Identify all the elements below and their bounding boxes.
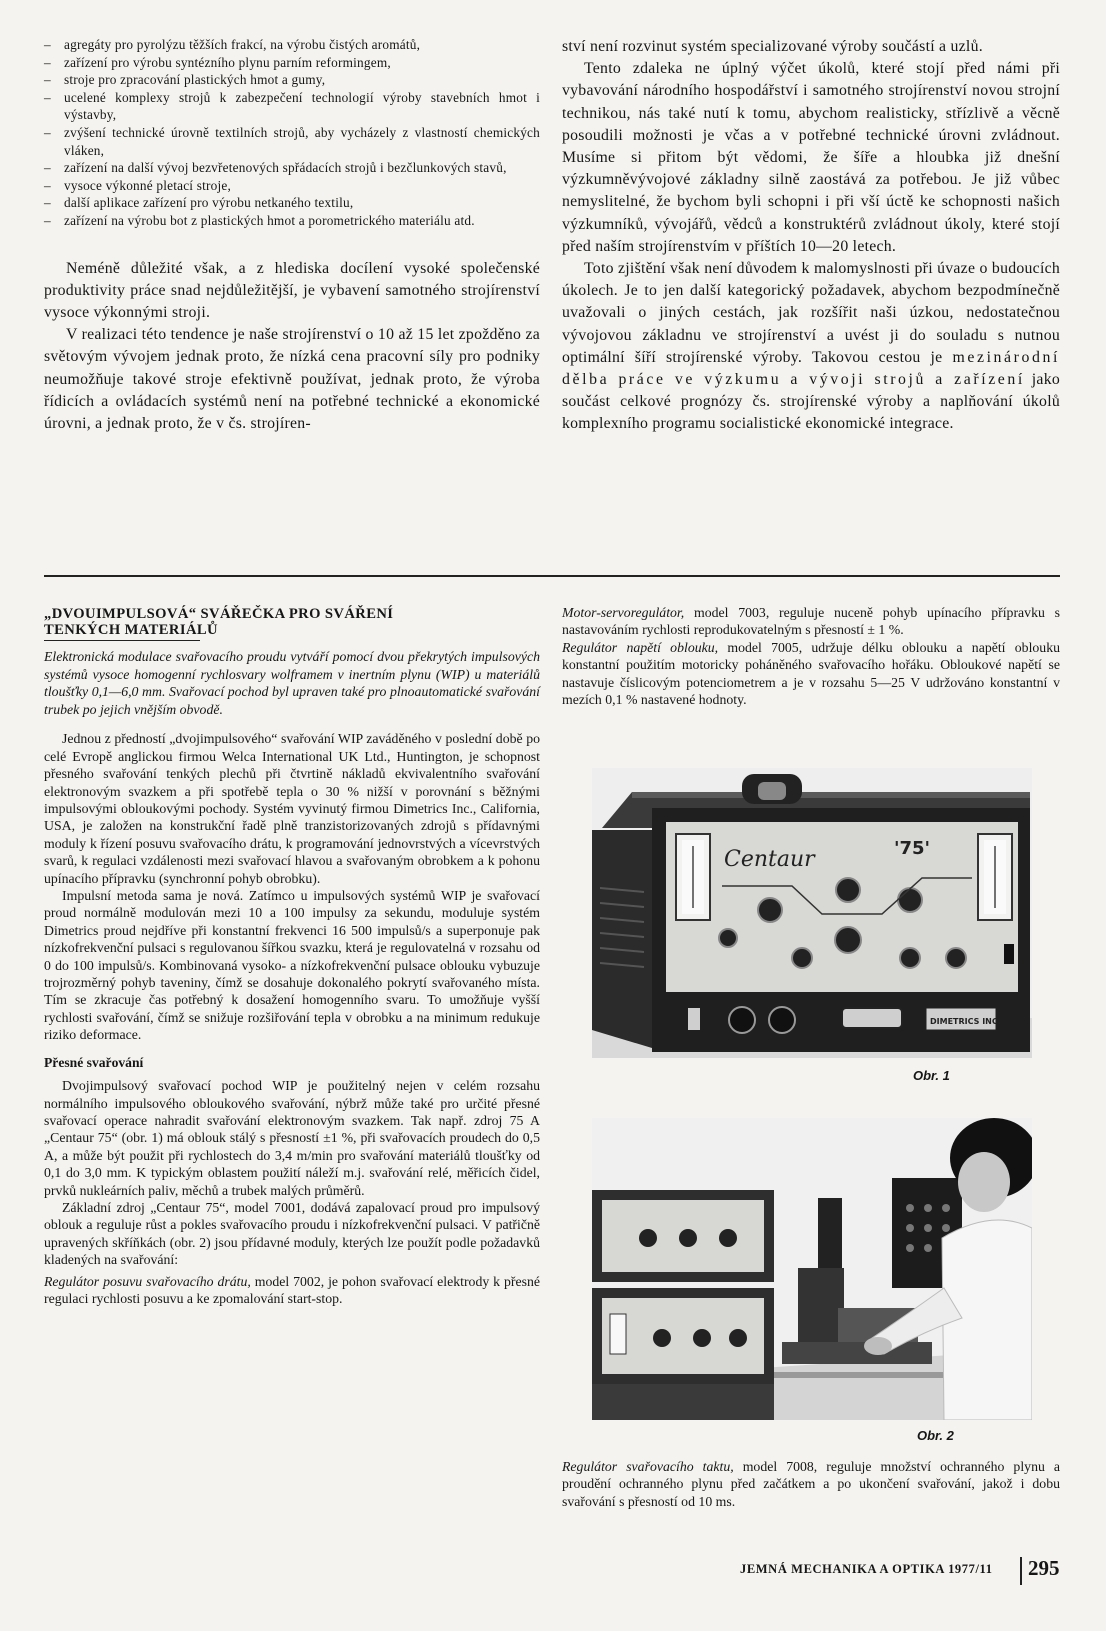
device-model-label: '75': [894, 838, 931, 859]
text-run: jako součást celkové prognózy čs. strojírenské výroby a naplňování úkolů komplexního programu socialistické ekonomické integrace.: [562, 371, 1060, 433]
list-item: – vysoce výkonné pletací stroje,: [44, 177, 540, 195]
top-left-column: [44, 36, 540, 435]
title-underline: [44, 640, 200, 641]
top-left-text: [44, 258, 540, 436]
module-text: model 7003, reguluje nuceně pohyb upínacího přípravku s nastavováním rychlosti reprodukovatelným s přesností ± 1 %.: [562, 605, 1060, 638]
list-item: – zařízení na výrobu bot z plastických hmot a porometrického materiálu atd.: [44, 212, 540, 230]
requirements-list: [44, 36, 540, 230]
list-item: – stroje pro zpracování plastických hmot a gumy,: [44, 71, 540, 89]
title-line: „DVOUIMPULSOVÁ“ SVÁŘEČKA PRO SVÁŘENÍ: [44, 606, 394, 622]
article-title: [44, 606, 540, 638]
module-item: [562, 1458, 1060, 1510]
paragraph: Jednou z předností „dvojimpulsového“ svařování WIP zaváděného v poslední době po celé Evropě anglickou firmou Welca International UK Ltd., Huntington, je schopnost přesného svařování tenkých plechů při čtvrtině nákladů ekvivalentního svařování elektronovým svazkem a při spotřebě tepla o 30 % nižší v porovnání s běžnými impulsovými obloukovými pochody. Systém vyvinutý firmou Dimetrics Inc., California, USA, je založen na konstrukční řadě plně tranzistorizovaných zdrojů s přídavnými moduly k řízení posuvu svařovacího drátu, k programování jednovrstvých a vícevrstvých svarů, k regulaci vzdálenosti mezi svařovací hlavou a svařovaným obrobkem a k pohonu upínacího přípravku (synchronní pohyb obrobku).: [44, 731, 540, 886]
article-right-column: [562, 604, 1060, 708]
list-item: – ucelené komplexy strojů k zabezpečení technologií výroby stavebních hmot i výstavby,: [44, 89, 540, 124]
article-right-bottom: [562, 1458, 1060, 1510]
module-title: Regulátor napětí oblouku,: [562, 639, 719, 655]
list-item: – zařízení pro výrobu syntézního plynu parním reformingem,: [44, 54, 540, 72]
article-left-column: [44, 606, 540, 1307]
module-text: model 7002, je pohon svařovací elektrody k přesné regulaci rychlosti posuvu a ke zpomalování start-stop.: [44, 1273, 540, 1306]
paragraph: V realizaci této tendence je naše strojírenství o 10 až 15 let zpožděno za světovým vývojem jednak proto, že nízká cena pracovní síly pro podniky neumožňuje takové stroje efektivně používat, jednak proto, že výroba řídicích a ovládacích systémů není na potřebné technické a ekonomické úrovni, a jednak proto, že v čs. strojíren-: [44, 326, 540, 432]
module-text: model 7005, udržuje délku oblouku a napětí oblouku konstantní použitím motoricky poháněného svařovacího hořáku. Obloukové napětí se nastavuje číslicovým potenciometrem a je v rozsahu 5—25 V udržováno konstantní v mezích 0,1 % nastavené hodnoty.: [562, 639, 1060, 708]
list-item: – zvýšení technické úrovně textilních strojů, aby vycházely z vlastností chemických vláken,: [44, 124, 540, 159]
paragraph: ství není rozvinut systém specializované výroby součástí a uzlů.: [562, 38, 983, 55]
section-divider: [44, 575, 1060, 577]
paragraph: Tento zdaleka ne úplný výčet úkolů, které stojí před námi při vybavování národního hospodářství i samotného strojírenství novou strojní technikou, nás také nutí k tomu, abychom realisticky, střízlivě a věcně posoudili možnosti je včas a v potřebné technické úrovni zvládnout. Musíme si přitom být vědomi, že šíře a hloubka již dnešní výzkumněvývojové základny silně zaostává za potřebou. Je již vůbec nemyslitelné, že bychom byli schopni i při vší úctě ke schopnosti našich výzkumníků, vývojářů, vědců a konstruktérů zvládnout úkoly, které stojí před naším strojírenstvím v příštích 10—20 letech.: [562, 60, 1060, 255]
list-item: – agregáty pro pyrolýzu těžších frakcí, na výrobu čistých aromátů,: [44, 36, 540, 54]
module-title: Regulátor svařovacího taktu,: [562, 1459, 734, 1474]
paragraph: [562, 258, 1060, 436]
journal-footer: [740, 1562, 993, 1577]
module-item: [562, 639, 1060, 709]
article-body: [44, 730, 540, 1307]
top-right-column: [562, 36, 1060, 436]
device-maker-label: DIMETRICS INC.: [930, 1017, 1001, 1026]
paragraph: Základní zdroj „Centaur 75“, model 7001, dodává zapalovací proud pro impulsový oblouk a reguluje růst a pokles svařovacího proudu i nízkofrekvenční pulsaci. V patřičně upravených skříňkách (obr. 2) jsou přídavné moduly, kterých lze použít podle požadavků kladených na svařování:: [44, 1199, 540, 1268]
footer-divider: [1020, 1557, 1022, 1585]
list-item: – další aplikace zařízení pro výrobu netkaného textilu,: [44, 194, 540, 212]
device-brand-label: Centaur: [724, 847, 815, 872]
figure-1-caption: Obr. 1: [913, 1068, 950, 1083]
module-title: Motor-servoregulátor,: [562, 605, 685, 620]
module-text: model 7008, reguluje množství ochranného plynu a proudění ochranného plynu před začátkem a po ukončení svařování, jakož i dobu svařování s přesností od 10 ms.: [562, 1459, 1060, 1509]
title-line: TENKÝCH MATERIÁLŮ: [44, 622, 218, 638]
paragraph: Neméně důležité však, a z hlediska docílení vysoké společenské produktivity práce snad nejdůležitější, je vybavení samotného strojírenství vysoce výkonnými stroji.: [44, 259, 540, 321]
paragraph: Impulsní metoda sama je nová. Zatímco u impulsových systémů WIP je svařovací proud normálně modulován mezi 10 a 100 impulsy za sekundu, moduluje systém Dimetrics proud nejdříve při konstantní frekvenci 16 500 impulsů/s a superponuje pak nízkofrekvenční pulsaci s regulovanou šířkou svazku, která je regulovatelná v rozsahu od 0 do 100 impulsů/s. Kombinovaná vysoko- a nízkofrekvenční pulsace oblouku vybuzuje trojrozměrný pohyb taveniny, čímž se dosahuje dokonalého pokrytí svařovaného místa. Tím se zkracuje čas potřebný k dosažení homogenního svaru. To umožňuje vyšší rychlosti svařování, čímž se snižuje rozšiřování tepla v obrobku a na minimum redukuje riziko deformace.: [44, 888, 540, 1043]
module-item: [562, 604, 1060, 639]
module-item: [44, 1273, 540, 1308]
paragraph: Dvojimpulsový svařovací pochod WIP je použitelný nejen v celém rozsahu normálního impulsového obloukového svařování, nýbrž může také pro určité přesné svařovací operace nahradit svařování elektronovým svazkem. Tak např. zdroj 75 A „Centaur 75“ (obr. 1) má oblouk stálý s přesností ±1 %, při svařovacích proudech do 0,5 A, a může být použit při rychlostech do 3,4 m/min pro svařování materiálů tloušťky od 0,1 do 3,0 mm. K typickým oblastem použití náleží m.j. svařování relé, měřicích čidel, prvků nukleárních paliv, měchů a trubek malých průměrů.: [44, 1078, 540, 1198]
figure-1-photo: [592, 768, 1032, 1058]
list-item: – zařízení na další vývoj bezvřetenových spřádacích strojů i bezčlunkových stavů,: [44, 159, 540, 177]
section-heading: Přesné svařování: [44, 1054, 144, 1070]
article-lead: Elektronická modulace svařovacího proudu vytváří pomocí dvou překrytých impulsových systémů vysoce homogenní rychlosvary wolframem v inertním plynu (WIP) u materiálů tloušťky 0,1—6,0 mm. Svařovací pochod byl upraven také pro plnoautomatické svařování trubek po jejich vnějším obvodě.: [44, 649, 540, 717]
welder-device-illustration: [592, 768, 1032, 1058]
figure-2-caption: Obr. 2: [917, 1428, 954, 1443]
journal-name: JEMNÁ MECHANIKA A OPTIKA 1977/11: [740, 1562, 993, 1576]
module-title: Regulátor posuvu svařovacího drátu,: [44, 1273, 251, 1289]
page-number: 295: [1028, 1556, 1060, 1580]
workbench-illustration: [592, 1118, 1032, 1420]
figure-2-photo: [592, 1118, 1032, 1420]
emphasized-text: mezinárodní dělba práce ve výzkumu a vývoji strojů a zařízení: [562, 348, 1061, 389]
text-run: Toto zjištění však není důvodem k malomyslnosti při úvaze o budoucích úkolech. Je to jen další kategorický požadavek, abychom bezpodmínečně uvažovali o jiných cestách, jak rozšířit naši úzkou, nedostatečnou vývojovou základnu ve strojírenství a uvést ji do souladu s nutnou optimální šíří strojírenské výroby. Takovou cestou je: [562, 260, 1060, 366]
